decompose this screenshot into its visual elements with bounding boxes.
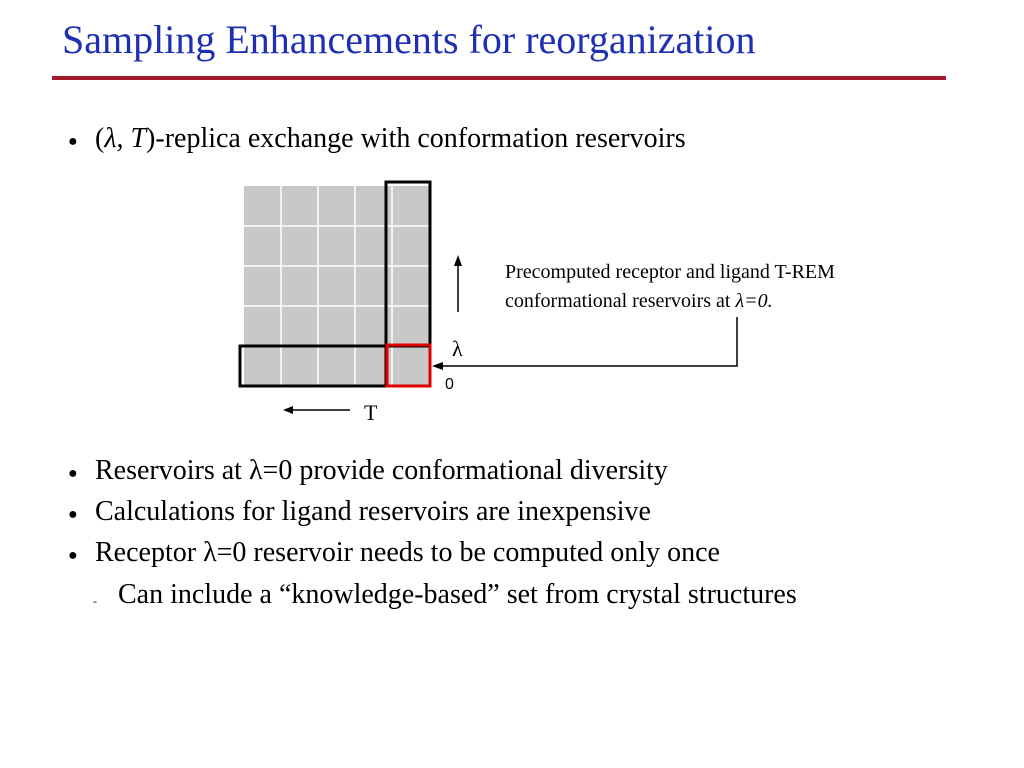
caption-line-1: Precomputed receptor and ligand T-REM [505,261,835,283]
lambda-arrow-head [454,255,462,266]
bullet-dot-4: ● [68,547,78,564]
t-axis-label: T [364,400,378,425]
bullet-reservoirs-diversity: Reservoirs at λ=0 provide conformational diversity [95,455,668,486]
bullet-receptor-once: Receptor λ=0 reservoir needs to be computed only once [95,537,720,568]
caption-line-2 [505,287,835,316]
t-arrow-head [283,406,293,414]
paren-open: ( [95,123,105,154]
bullet-ligand-inexpensive: Calculations for ligand reservoirs are inexpensive [95,496,651,527]
reservoir-caption [505,258,835,316]
sub-bullet-dash: - [93,594,97,608]
bullet-1-text: )-replica exchange with conformation reservoirs [146,123,686,154]
caption-line-2-text: conformational reservoirs at [505,290,736,312]
lambda-symbol: λ, [104,123,131,154]
lambda-axis-label: λ [452,336,463,361]
bullet-dot-1: ● [68,133,78,150]
zero-label: 0 [445,376,454,393]
caption-lambda-eq: λ=0. [735,290,773,312]
sub-bullet-knowledge-based: Can include a “knowledge-based” set from crystal structures [118,579,797,610]
connector-arrow-head [432,362,443,370]
t-symbol: T [130,123,147,154]
slide-title: Sampling Enhancements for reorganization [62,17,756,62]
grid-background [244,186,430,386]
caption-connector [440,317,737,366]
bullet-dot-3: ● [68,506,78,523]
bullet-dot-2: ● [68,465,78,482]
